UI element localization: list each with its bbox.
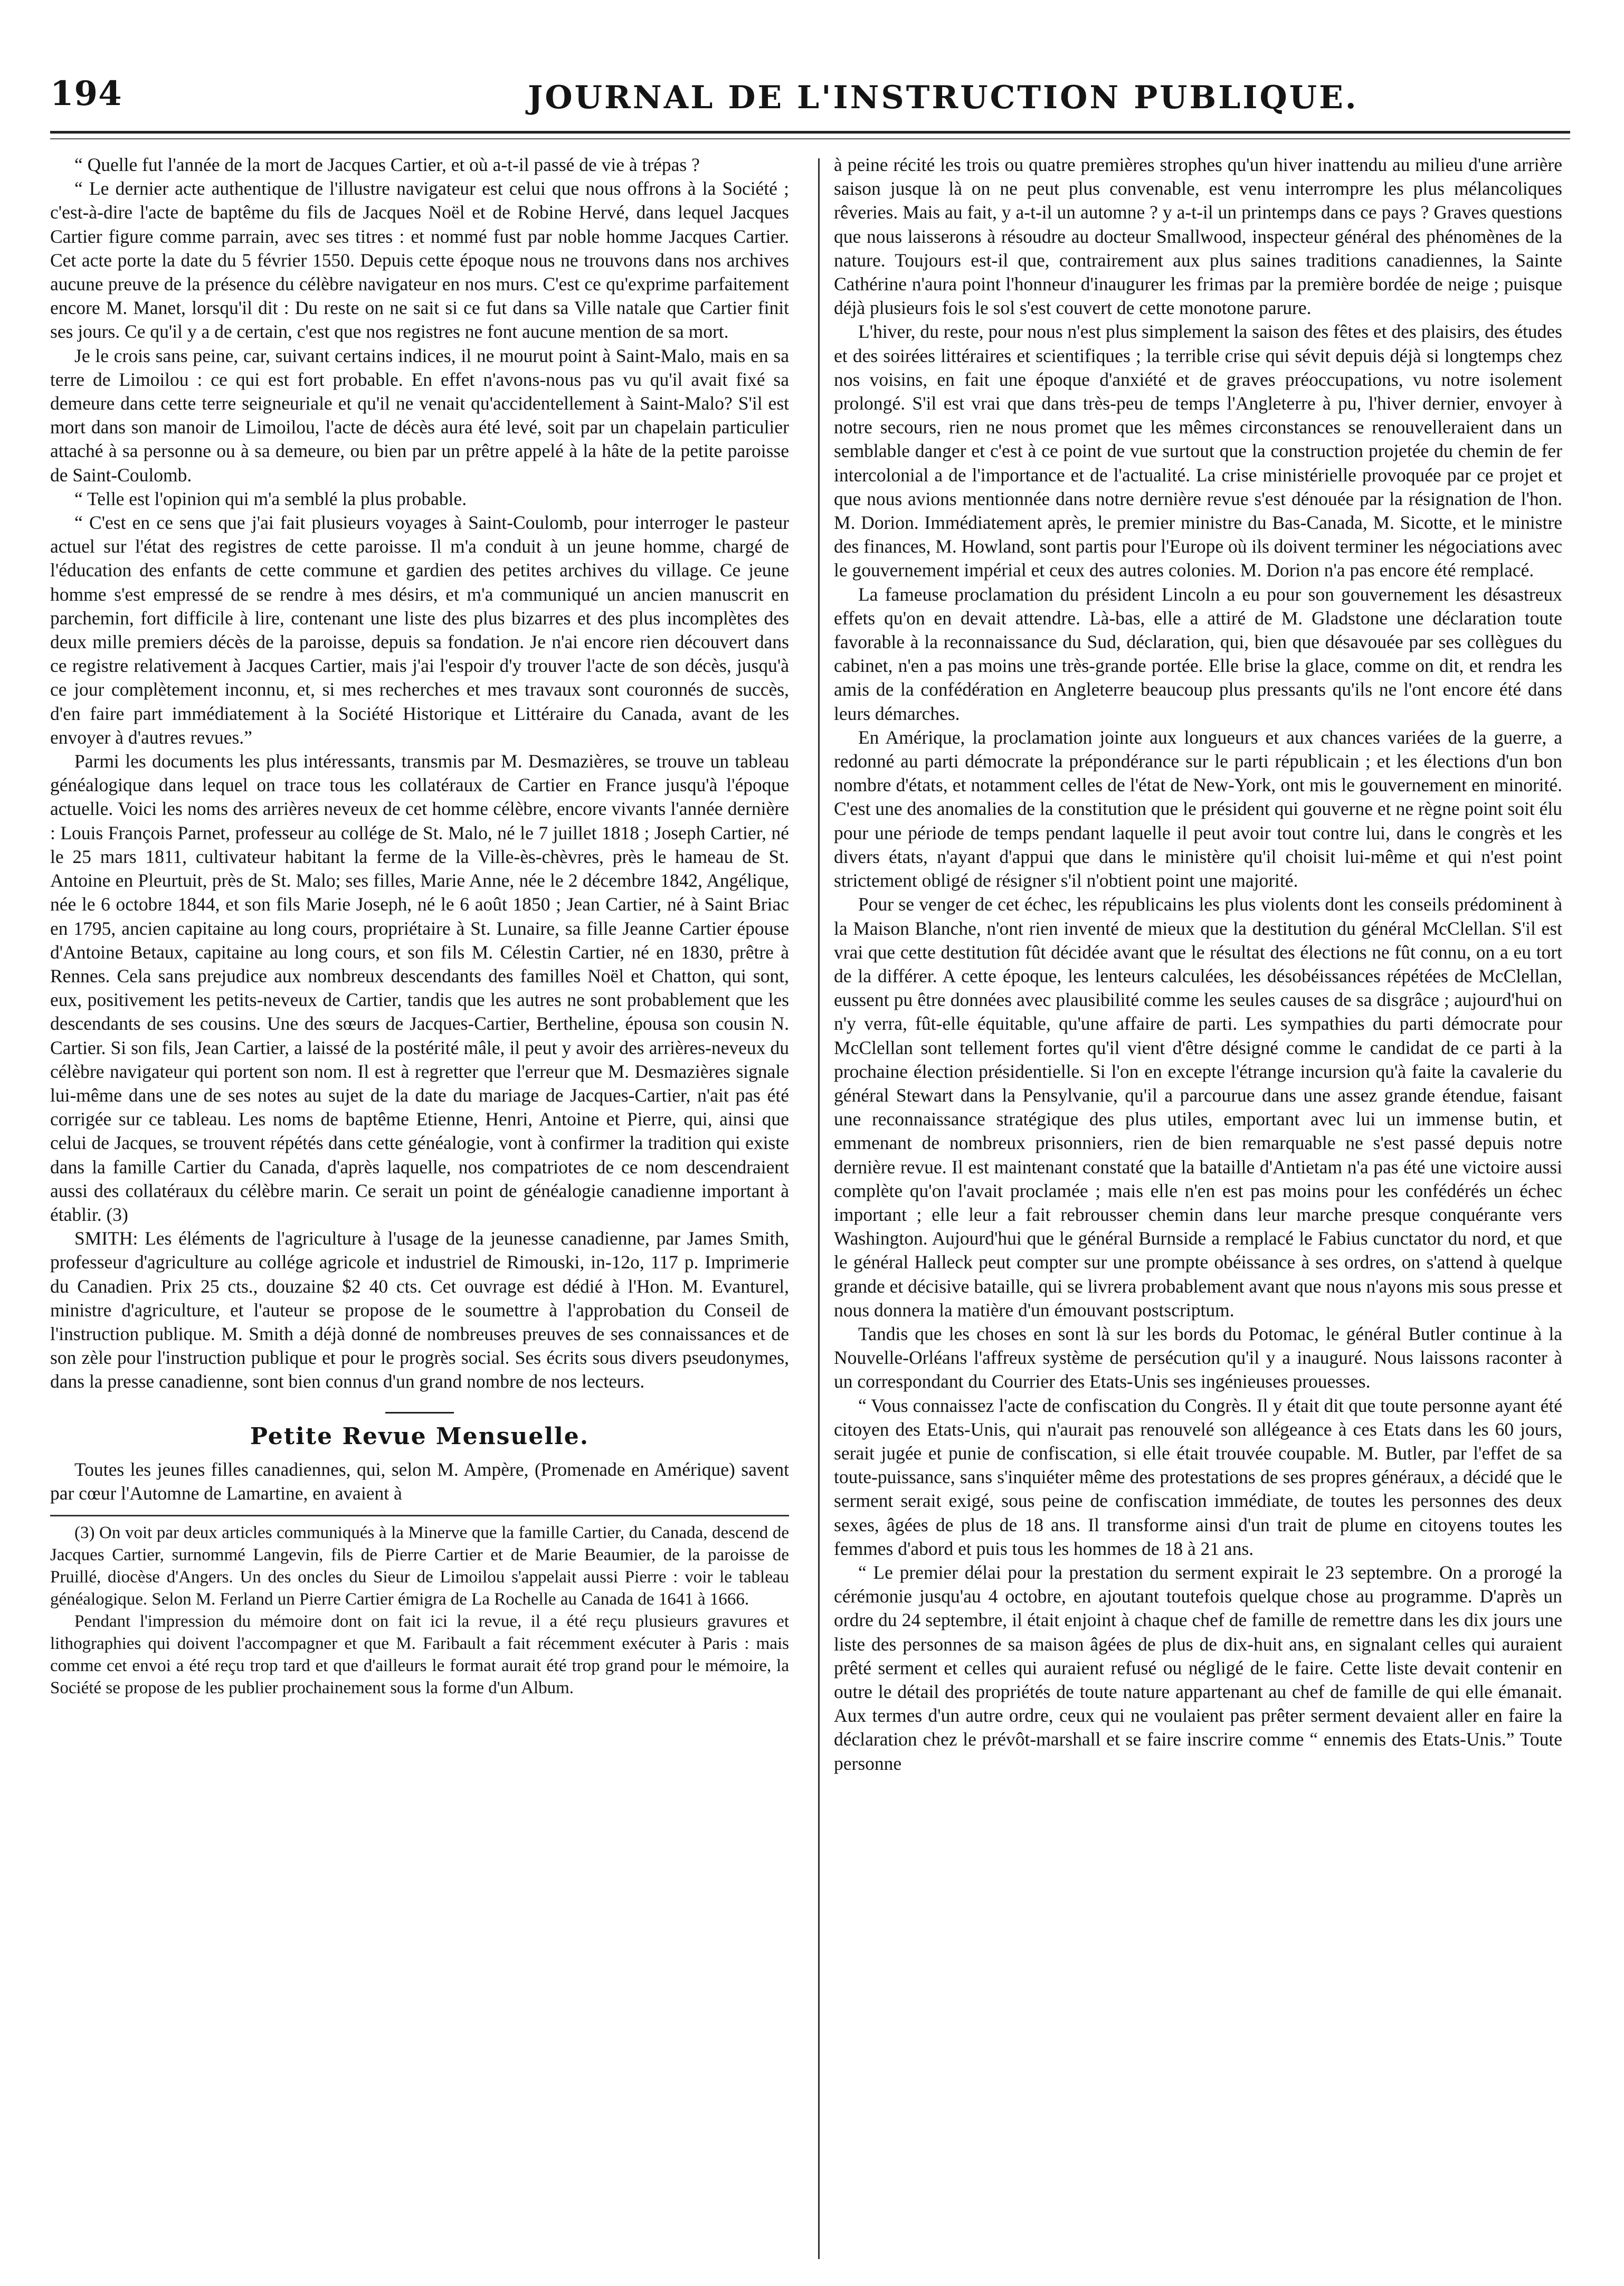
paragraph: “ C'est en ce sens que j'ai fait plusieurs voyages à Saint-Coulomb, pour interroger le pasteur actuel sur l'état des registres de cette paroisse. Il m'a conduit à un jeune homme, chargé de l'éducation des enfants de cette commune et gardien des petites archives du village. Ce jeune homme s'est empressé de se rendre à mes désirs, et m'a communiqué un ancien manuscrit en parchemin, fort difficile à lire, contenant une liste des plus bizarres et des plus incomplètes des deux mille premiers décès de la paroisse, depuis sa fondation. Je n'ai encore rien découvert dans ce registre relativement à Jacques Cartier, mais j'ai l'espoir d'y trouver l'acte de son décès, jusqu'à ce jour complètement inconnu, et, si mes recherches et mes travaux sont couronnés de succès, d'en faire part immédiatement à la Société Historique et Littéraire du Canada, avant de les envoyer à d'autres revues.”: [50, 512, 789, 748]
paragraph: En Amérique, la proclamation jointe aux longueurs et aux chances variées de la guerre, a redonné au parti démocrate la prépondérance sur le parti républicain ; et les élections d'un bon nombre d'états, et notamment celles de l'état de New-York, ont mis le gouvernement en minorité. C'est une des anomalies de la constitution que le président qui gouverne et ne règne point soit élu pour une période de temps pendant laquelle il peut avoir tout contre lui, dans le congrès et les divers états, n'ayant d'appui que dans le ministère qu'il choisit lui-même et qui n'est point strictement obligé de résigner s'il n'obtient point une majorité.: [834, 726, 1562, 891]
paragraph: L'hiver, du reste, pour nous n'est plus simplement la saison des fêtes et des plaisirs, des études et des soirées littéraires et scientifiques ; la terrible crise qui sévit depuis déjà si longtemps chez nos voisins, en fait une époque d'anxiété et de graves préoccupations, vu notre isolement prolongé. S'il est vrai que dans très-peu de temps l'Angleterre à pu, l'hiver dernier, envoyer à notre secours, rien ne nous promet que les mêmes circonstances se renouvelleraient dans un semblable danger et c'est à ce point de vue surtout que la construction projetée du chemin de fer intercolonial a de l'importance et de l'actualité. La crise ministérielle provoquée par ce projet et que nous avions mentionnée dans notre dernière revue s'est dénouée par la résignation de l'hon. M. Dorion. Immédiatement après, le premier ministre du Bas-Canada, M. Sicotte, et le ministre des finances, M. Howland, sont partis pour l'Europe où ils doivent terminer les négociations avec le gouvernement impérial et ceux des autres colonies. M. Dorion n'a pas encore été remplacé.: [834, 321, 1562, 581]
header-rule-thin: [50, 138, 1570, 139]
paragraph: La fameuse proclamation du président Lincoln a eu pour son gouvernement les désastreux effets qu'on en devait attendre. Là-bas, elle a attiré de M. Gladstone une déclaration toute favorable à la reconnaissance du Sud, déclaration, qui, bien que désavouée par ses collègues du cabinet, n'en a pas moins une très-grande portée. Elle brise la glace, comme on dit, et rendra les amis de la confédération en Angleterre beaucoup plus pressants qu'ils ne l'ont encore été dans leurs démarches.: [834, 583, 1562, 724]
paragraph: à peine récité les trois ou quatre premières strophes qu'un hiver inattendu au milieu d'une arrière saison jusque là on ne peut plus convenable, est venu interrompre les plus mélancoliques rêveries. Mais au fait, y a-t-il un automne ? y a-t-il un printemps dans ce pays ? Graves questions que nous laisserons à résoudre au docteur Smallwood, inspecteur général des phénomènes de la nature. Toujours est-il que, contrairement aux plus saines traditions canadiennes, la Sainte Cathérine n'aura point l'honneur d'inaugurer les frimas par la première bordée de neige ; puisque déjà plusieurs fois le sol s'est couvert de cette monotone parure.: [834, 154, 1562, 319]
footnote: Pendant l'impression du mémoire dont on fait ici la revue, il a été reçu plusieurs gravures et lithographies qui doivent l'accompagner et que M. Faribault a fait récemment exécuter à Paris : mais comme cet envoi a été reçu trop tard et que d'ailleurs le format aurait été trop grand pour le mémoire, la Société se propose de les publier prochainement sous la forme d'un Album.: [50, 1611, 789, 1697]
paragraph: Je le crois sans peine, car, suivant certains indices, il ne mourut point à Saint-Malo, mais en sa terre de Limoilou : ce qui est fort probable. En effet n'avons-nous pas vu qu'il avait fixé sa demeure dans cette terre seigneuriale et qu'il ne venait qu'accidentellement à Saint-Malo? S'il est mort dans son manoir de Limoilou, l'acte de décès aura été levé, soit par un chapelain particulier attaché à sa personne ou à sa demeure, ou bien par un prêtre appelé à la hâte de la petite paroisse de Saint-Coulomb.: [50, 345, 789, 486]
paragraph: “ Telle est l'opinion qui m'a semblé la plus probable.: [74, 488, 467, 509]
paragraph: Parmi les documents les plus intéressants, transmis par M. Desmazières, se trouve un tableau généalogique dans lequel on trace tous les collatéraux de Cartier en France jusqu'à l'époque actuelle. Voici les noms des arrières neveux de cet homme célèbre, encore vivants l'année dernière : Louis François Parnet, professeur au collége de St. Malo, né le 7 juillet 1818 ; Joseph Cartier, né le 25 mars 1811, cultivateur habitant la ferme de la Ville-ès-chèvres, près le hameau de St. Antoine en Pleurtuit, près de St. Malo; ses filles, Marie Anne, née le 2 décembre 1842, Angélique, née le 6 octobre 1844, et son fils Marie Joseph, né le 6 août 1850 ; Jean Cartier, né à Saint Briac en 1795, ancien capitaine au long cours, propriétaire à St. Lunaire, sa fille Jeanne Cartier épouse d'Antoine Betaux, capitaine au long cours, et son fils M. Célestin Cartier, né en 1830, prêtre à Rennes. Cela sans prejudice aux nombreux descendants des familles Noël et Chatton, qui sont, eux, positivement les petits-neveux de Cartier, tandis que les autres ne sont probablement que les descendants de ses cousins. Une des sœurs de Jacques-Cartier, Bertheline, épousa son cousin N. Cartier. Si son fils, Jean Cartier, a laissé de la postérité mâle, il peut y avoir des arrières-neveux du célèbre navigateur qui portent son nom. Il est à regretter que l'erreur que M. Desmazières signale lui-même dans une de ses notes au sujet de la date du mariage de Jacques-Cartier, n'ait pas été corrigée sur ce tableau. Les noms de baptême Etienne, Henri, Antoine et Pierre, qui, ainsi que celui de Jacques, se trouvent répétés dans cette généalogie, vont à confirmer la tradition qui existe dans la famille Cartier du Canada, d'après laquelle, nos compatriotes de ce nom descendraient aussi des collatéraux du célèbre marin. Ce serait un point de généalogie canadienne important à établir. (3): [50, 751, 789, 1225]
paragraph: “ Quelle fut l'année de la mort de Jacques Cartier, et où a-t-il passé de vie à trépas ?: [74, 154, 700, 175]
section-rule: [385, 1412, 454, 1414]
left-column: [50, 153, 789, 1699]
paragraph: Tandis que les choses en sont là sur les bords du Potomac, le général Butler continue à la Nouvelle-Orléans l'affreux système de persécution qu'il y a inauguré. Nous laissons raconter à un correspondant du Courrier des Etats-Unis ses ingénieuses prouesses.: [834, 1323, 1562, 1392]
column-separator: [818, 158, 820, 2259]
footnote: (3) On voit par deux articles communiqués à la Minerve que la famille Cartier, du Canada, descend de Jacques Cartier, surnommé Langevin, fils de Pierre Cartier et de Marie Beaumier, de la paroisse de Pruillé, diocèse d'Angers. Un des oncles du Sieur de Limoilou s'appelait aussi Pierre : voir le tableau généalogique. Selon M. Ferland un Pierre Cartier émigra de La Rochelle au Canada de 1641 à 1666.: [50, 1523, 789, 1609]
page-number: 194: [50, 74, 122, 113]
footnote-rule: [50, 1515, 789, 1516]
paragraph: SMITH: Les éléments de l'agriculture à l'usage de la jeunesse canadienne, par James Smith, professeur d'agriculture au collége agricole et industriel de Rimouski, in-12o, 117 p. Imprimerie du Canadien. Prix 25 cts., douzaine $2 40 cts. Cet ouvrage est dédié à l'Hon. M. Evanturel, ministre d'agriculture, et l'auteur se propose de le soumettre à l'approbation du Conseil de l'instruction publique. M. Smith a déjà donné de nombreuses preuves de ses connaissances et de son zèle pour l'instruction publique et pour le progrès social. Ses écrits sous divers pseudonymes, dans la presse canadienne, sont bien connus d'un grand nombre de nos lecteurs.: [50, 1228, 789, 1392]
paragraph: “ Vous connaissez l'acte de confiscation du Congrès. Il y était dit que toute personne ayant été citoyen des Etats-Unis, qui n'aurait pas renouvelé son allégeance à ces Etats dans les 60 jours, serait jugée et punie de confiscation, si elle était trouvée coupable. M. Butler, par l'effet de sa toute-puissance, sans s'inquiéter même des protestations de ses propres généraux, a décidé que le serment serait exigé, sous peine de confiscation immédiate, de toutes les personnes des deux sexes, âgées de plus de 18 ans. Il transforme ainsi d'un trait de plume en citoyens toutes les femmes d'abord et puis tous les hommes de 18 à 21 ans.: [834, 1395, 1562, 1559]
section-title: Petite Revue Mensuelle.: [250, 1422, 590, 1450]
footnotes: [50, 1522, 789, 1699]
journal-title: JOURNAL DE L'INSTRUCTION PUBLIQUE.: [528, 79, 1359, 116]
paragraph: “ Le dernier acte authentique de l'illustre navigateur est celui que nous offrons à la Société ; c'est-à-dire l'acte de baptême du fils de Jacques Noël et de Robine Hervé, dans lequel Jacques Cartier figure comme parrain, avec ses titres : et nommé fust par noble homme Jacques Cartier. Cet acte porte la date du 5 février 1550. Depuis cette époque nous ne trouvons dans nos archives aucune preuve de la présence du célèbre navigateur en nos murs. C'est ce qu'exprime parfaitement encore M. Manet, lorsqu'il dit : Du reste on ne sait si ce fut dans sa Ville natale que Cartier finit ses jours. Ce qu'il y a de certain, c'est que nos registres ne font aucune mention de sa mort.: [50, 178, 789, 343]
paragraph: “ Le premier délai pour la prestation du serment expirait le 23 septembre. On a prorogé la cérémonie jusqu'au 4 octobre, en ajoutant toutefois quelque chose au programme. D'après un ordre du 24 septembre, il était enjoint à chaque chef de famille de remettre dans les dix jours une liste des personnes de sa maison âgées de plus de dix-huit ans, en signalant celles qui auraient prêté serment et celles qui auraient refusé ou négligé de le faire. Cette liste devait contenir en outre le détail des propriétés de toute nature appartenant au chef de famille de qui elle émanait. Aux termes d'un autre ordre, ceux qui ne voulaient pas prêter serment devaient aller en faire la déclaration chez le prévôt-marshall et se faire inscrire comme “ ennemis des Etats-Unis.” Toute personne: [834, 1561, 1562, 1774]
right-column: [834, 153, 1562, 1776]
header-rule: [50, 131, 1570, 134]
paragraph: Toutes les jeunes filles canadiennes, qui, selon M. Ampère, (Promenade en Amérique) savent par cœur l'Automne de Lamartine, en avaient à: [50, 1458, 789, 1504]
paragraph: Pour se venger de cet échec, les républicains les plus violents dont les conseils prédominent à la Maison Blanche, n'ont rien inventé de mieux que la destitution du général McClellan. S'il est vrai que cette destitution fût décidée avant que le résultat des élections ne fût connu, on a eu tort de la différer. A cette époque, les lenteurs calculées, les désobéissances répétées de McClellan, eussent pu être données avec plausibilité comme les seules causes de sa disgrâce ; aujourd'hui on n'y verra, fût-elle équitable, qu'une affaire de parti. Les sympathies du parti démocrate pour McClellan sont tellement fortes qu'il vient d'être désigné comme le candidat de ce parti à la prochaine élection présidentielle. Si l'on en excepte l'étrange incursion qu'à faite la cavalerie du général Stewart dans la Pensylvanie, qu'il a parcourue dans une assez grande étendue, faisant une reconnaissance stratégique des plus utiles, emportant avec lui un immense butin, et emmenant de nombreux prisonniers, rien de bien remarquable ne s'est passé depuis notre dernière revue. Il est maintenant constaté que la bataille d'Antietam n'a pas été une victoire aussi complète qu'on l'avait proclamée ; mais elle n'en est pas moins pour les confédérés un échec important ; elle leur a fait rebrousser chemin dans leur marche presque conquérante vers Washington. Aujourd'hui que le général Burnside a remplacé le Fabius cunctator du nord, et que le général Halleck peut compter sur une prompte obéissance à ses ordres, on s'attend à quelque grande et décisive bataille, qui se livrera probablement avant que nous n'ayons mis sous presse et nous donnera la matière d'un émouvant postscriptum.: [834, 894, 1562, 1321]
